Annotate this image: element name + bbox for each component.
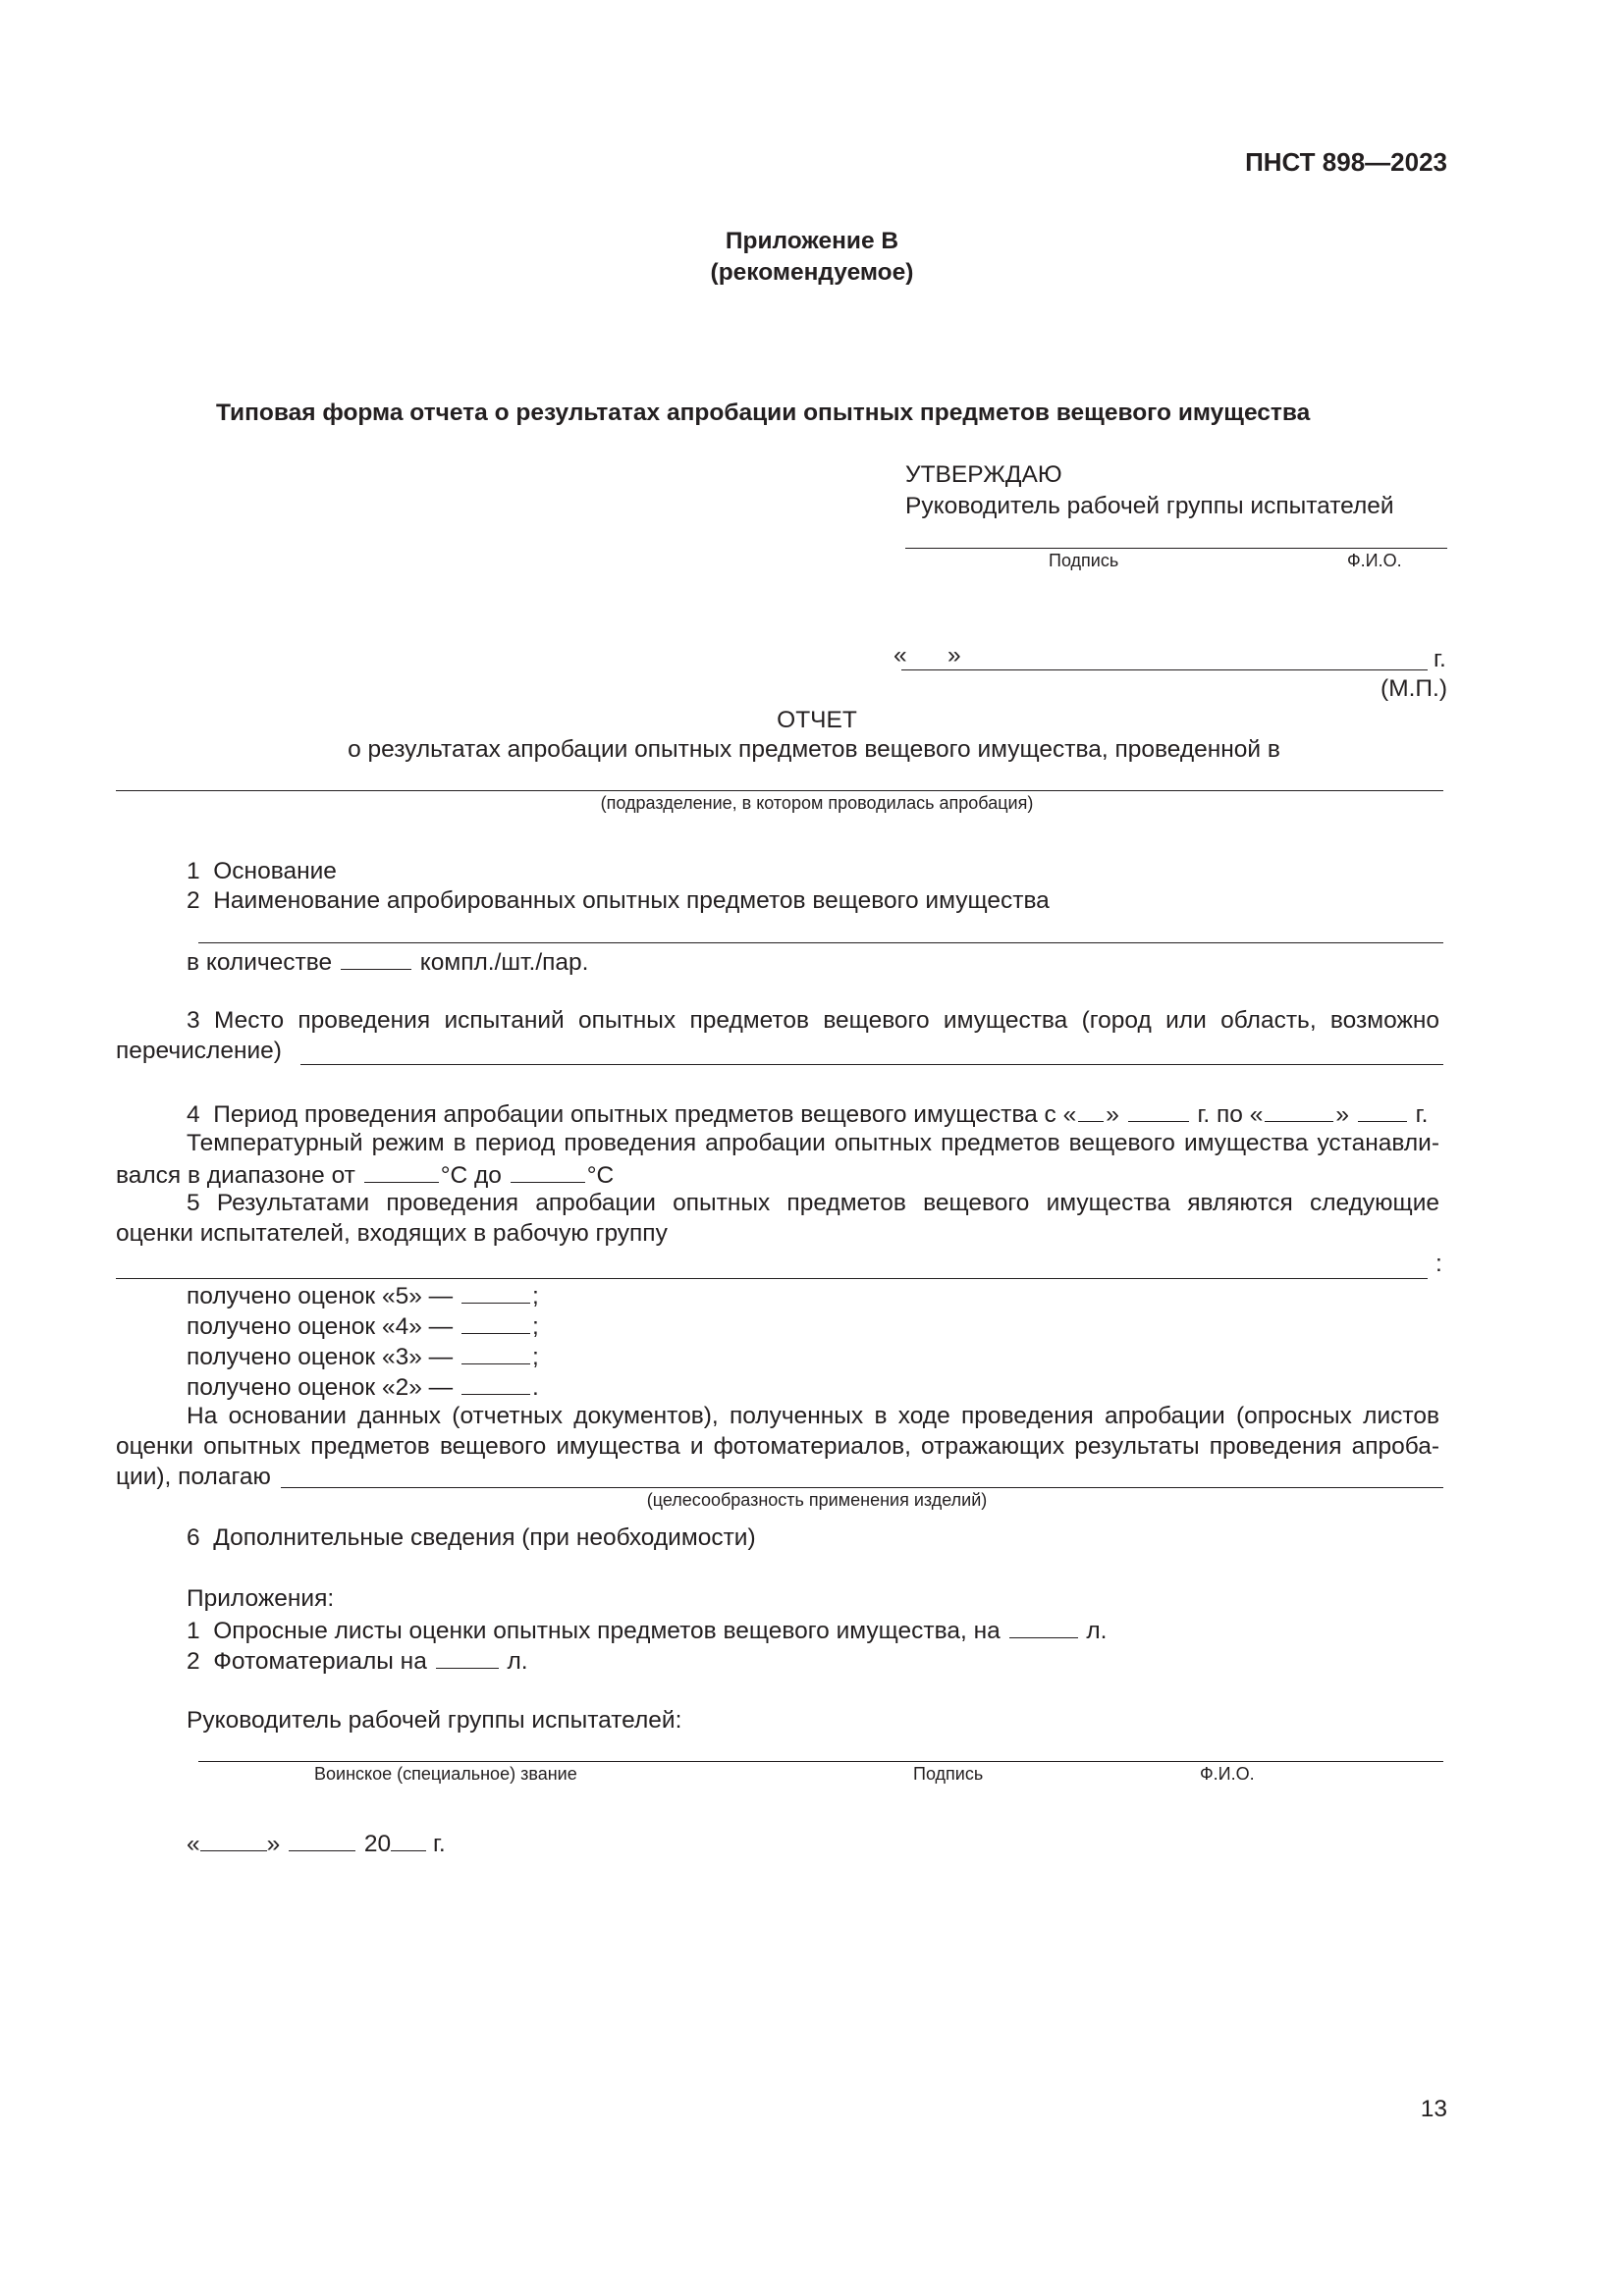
item-3-continuation: перечисление) [116,1038,282,1064]
temperature-line-1: Температурный режим в период проведения апробации опытных предметов вещевого имущества устанавли- [187,1130,1439,1156]
item-4-suffix: г. [1415,1101,1429,1128]
temperature-prefix: вался в диапазоне от [116,1162,355,1189]
grade-label: получено оценок «3» — [187,1344,454,1370]
item-4-prefix: 4 Период проведения апробации опытных предметов вещевого имущества с « [187,1101,1077,1128]
grade-row [187,1279,539,1311]
grade-label: получено оценок «2» — [187,1374,454,1401]
final-year-suffix: г. [432,1831,446,1857]
attachment-1 [187,1614,1107,1646]
attachment-2-suffix: л. [507,1648,528,1675]
item-1-basis: 1 Основание [187,858,337,884]
grade-4-count-field[interactable] [461,1309,530,1334]
attachment-1-suffix: л. [1086,1618,1108,1644]
appendix-status: (рекомендуемое) [710,259,914,286]
final-month-field[interactable] [289,1827,355,1851]
final-century: 20 [363,1831,392,1857]
approve-signature-caption: Подпись [1049,551,1119,570]
rank-caption: Воинское (специальное) звание [314,1764,577,1784]
approve-name-caption: Ф.И.О. [1347,551,1402,570]
approve-date-open-quote: « [893,642,907,668]
grade-3-count-field[interactable] [461,1340,530,1364]
item-2-line[interactable] [198,942,1443,943]
period-end-day-field[interactable] [1265,1097,1333,1122]
item-3-place: 3 Место проведения испытаний опытных предметов вещевого имущества (город или область, возможно [187,1007,1439,1034]
seal-place: (М.П.) [1380,675,1447,702]
grade-end: ; [531,1313,539,1340]
item-5-results-cont: оценки испытателей, входящих в рабочую группу [116,1220,668,1247]
signature-line[interactable] [198,1761,1443,1762]
item-4-mid2: г. по « [1197,1101,1264,1128]
approve-date-line[interactable] [901,669,1428,670]
grade-end: ; [531,1283,539,1309]
quantity-field[interactable] [341,945,411,970]
period-end-month-field[interactable] [1358,1097,1407,1122]
final-date [187,1827,446,1859]
basis-line-2: оценки опытных предметов вещевого имущества и фотоматериалов, отражающих результаты проведения апроба- [116,1433,1439,1460]
signature-label: Руководитель рабочей группы испытателей: [187,1707,682,1734]
final-year-field[interactable] [391,1827,426,1851]
approve-position: Руководитель рабочей группы испытателей [905,493,1394,519]
report-subtitle: о результатах апробации опытных предметов вещевого имущества, проведенной в [348,736,1280,763]
approve-signature-line[interactable] [905,548,1447,549]
item-6-additional: 6 Дополнительные сведения (при необходимости) [187,1524,756,1551]
appendix-title: Приложение В [725,228,899,254]
attachment-1-text: 1 Опросные листы оценки опытных предметов вещевого имущества, на [187,1618,1001,1644]
quantity-suffix: компл./шт./пар. [419,949,589,976]
grade-end: . [531,1374,539,1401]
attachment-1-sheets-field[interactable] [1009,1614,1078,1638]
temperature-range [116,1158,614,1191]
final-day-field[interactable] [200,1827,267,1851]
grade-label: получено оценок «5» — [187,1283,454,1309]
expediency-caption: (целесообразность применения изделий) [646,1490,988,1510]
grade-row [187,1340,539,1372]
period-start-day-field[interactable] [1078,1097,1104,1122]
item-4-mid3: » [1335,1101,1349,1128]
unit-line[interactable] [116,790,1443,791]
period-start-month-field[interactable] [1128,1097,1189,1122]
basis-line-1: На основании данных (отчетных документов), полученных в ходе проведения апробации (опросных листов [187,1403,1439,1429]
item-4-period [187,1097,1428,1130]
grade-label: получено оценок «4» — [187,1313,454,1340]
final-date-open: « [187,1831,200,1857]
grade-row [187,1309,539,1342]
attachment-2-sheets-field[interactable] [436,1644,499,1669]
attachment-2-text: 2 Фотоматериалы на [187,1648,427,1675]
form-title: Типовая форма отчета о результатах апробации опытных предметов вещевого имущества [216,400,1311,426]
document-code: ПНСТ 898—2023 [1245,147,1447,177]
temperature-mid: °С до [440,1162,502,1189]
item-5-results: 5 Результатами проведения апробации опытных предметов вещевого имущества являются следующие [187,1190,1439,1216]
temperature-max-field[interactable] [511,1158,585,1183]
unit-caption: (подразделение, в котором проводилась апробация) [600,793,1034,813]
grade-end: ; [531,1344,539,1370]
grade-row [187,1370,539,1403]
temperature-min-field[interactable] [364,1158,439,1183]
attachments-label: Приложения: [187,1585,335,1612]
attachment-2 [187,1644,528,1677]
name-caption: Ф.И.О. [1200,1764,1255,1784]
quantity-prefix: в количестве [187,949,333,976]
approve-date-close-quote: » [947,642,961,668]
item-2-name: 2 Наименование апробированных опытных предметов вещевого имущества [187,887,1050,914]
report-title: ОТЧЕТ [777,707,857,733]
item-3-line[interactable] [300,1064,1443,1065]
temperature-suffix: °С [586,1162,615,1189]
grade-2-count-field[interactable] [461,1370,530,1395]
item-4-mid1: » [1106,1101,1119,1128]
approve-year-suffix: г. [1434,646,1446,672]
signature-caption: Подпись [913,1764,984,1784]
page-number: 13 [1420,2096,1447,2122]
grade-5-count-field[interactable] [461,1279,530,1304]
expediency-line[interactable] [281,1487,1443,1488]
basis-prefix: ции), полагаю [116,1464,271,1490]
final-date-close: » [266,1831,281,1857]
quantity-row [187,945,589,978]
item-5-colon: : [1435,1251,1442,1277]
approve-label: УТВЕРЖДАЮ [905,461,1062,488]
